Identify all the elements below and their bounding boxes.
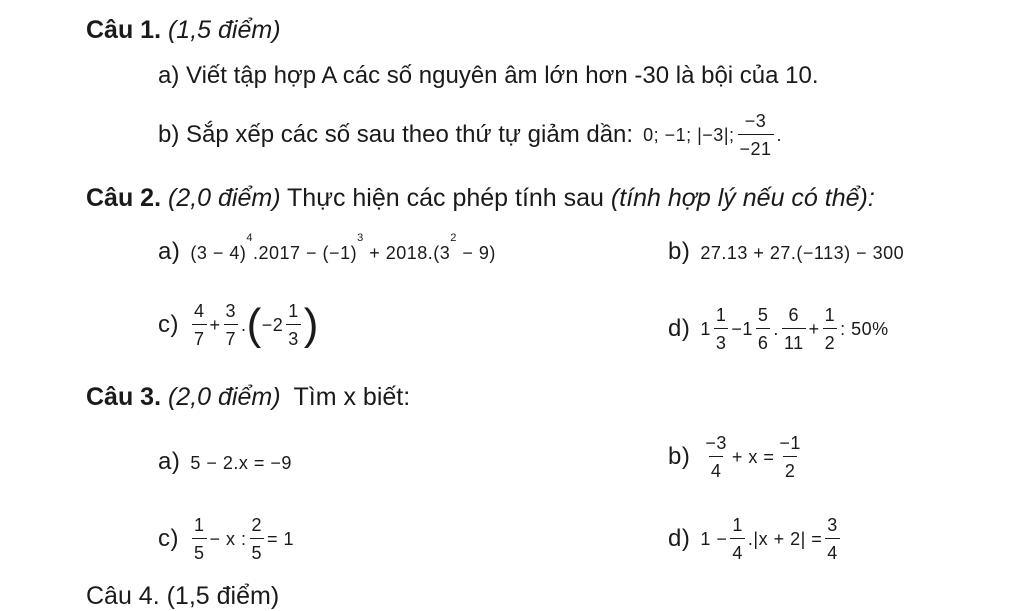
q3-d: d) 1 − $\frac{1}{4}$ .|x + 2| = $\frac{3}{4}$ [668, 515, 838, 563]
q3-a-expr: 5 − 2.x = −9 [190, 453, 292, 473]
q2-instruction: Thực hiện các phép tính sau [287, 184, 604, 212]
q2-b [668, 238, 904, 266]
q1-points: (1,5 điểm) [167, 16, 281, 44]
q3-c-label: c) [158, 525, 179, 552]
q3-points: (2,0 điểm) [167, 383, 281, 411]
q3-c: c) $\frac{1}{5}$ − x : $\frac{2}{5}$ = 1 [158, 515, 295, 563]
q2-b-label: b) [668, 238, 691, 265]
q2-a-expr: $(3 - 4)^4.2017 - (-1)^3 + 2018.(3^2 - 9)$ [190, 232, 496, 263]
q3-b: b) $\frac{-3}{4}$ + x = $\frac{-1}{2}$ [668, 433, 801, 481]
q3-heading [86, 383, 410, 412]
q1-b-numbers: 0; −1; |−3|; [643, 124, 735, 145]
q1-title: Câu 1. [86, 16, 162, 44]
q2-c: c) $\frac{4}{7}$ + $\frac{3}{7}$ . ( −2 $\frac{1}{3}$ ) [158, 300, 319, 349]
q2-a [158, 232, 496, 266]
q2-heading [86, 184, 875, 213]
q1-a: a) Viết tập hợp A các số nguyên âm lớn hơn -30 là bội của 10. [158, 62, 819, 89]
q3-d-label: d) [668, 525, 691, 552]
q3-b-label: b) [668, 443, 691, 470]
q2-d-label: d) [668, 315, 691, 342]
q1-b [158, 112, 782, 158]
q1-b-frac-num: −3 [744, 111, 767, 131]
q3-title: Câu 3. [86, 383, 162, 411]
q1-heading [86, 16, 281, 45]
q2-points: (2,0 điểm) [167, 184, 281, 212]
q2-title: Câu 2. [86, 184, 162, 212]
q2-a-label: a) [158, 238, 181, 265]
q4-cut-heading: Câu 4. (1,5 điểm) [86, 582, 280, 610]
q1-b-frac-den: −21 [738, 134, 774, 158]
q2-note: (tính hợp lý nếu có thể): [610, 184, 875, 212]
q1-b-fraction [738, 112, 774, 158]
q1-b-text: b) Sắp xếp các số sau theo thứ tự giảm dần: [158, 121, 634, 148]
q2-b-expr: 27.13 + 27.(−113) − 300 [700, 243, 905, 263]
q1-b-end: . [776, 124, 783, 145]
q2-d: d) 1 $\frac{1}{3}$ −1 $\frac{5}{6}$ . $\frac{6}{11}$ + $\frac{1}{2}$ : 50% [668, 305, 889, 353]
q2-c-label: c) [158, 311, 179, 338]
q3-a [158, 448, 292, 476]
q3-a-label: a) [158, 448, 181, 475]
q3-instruction: Tìm x biết: [293, 383, 411, 411]
